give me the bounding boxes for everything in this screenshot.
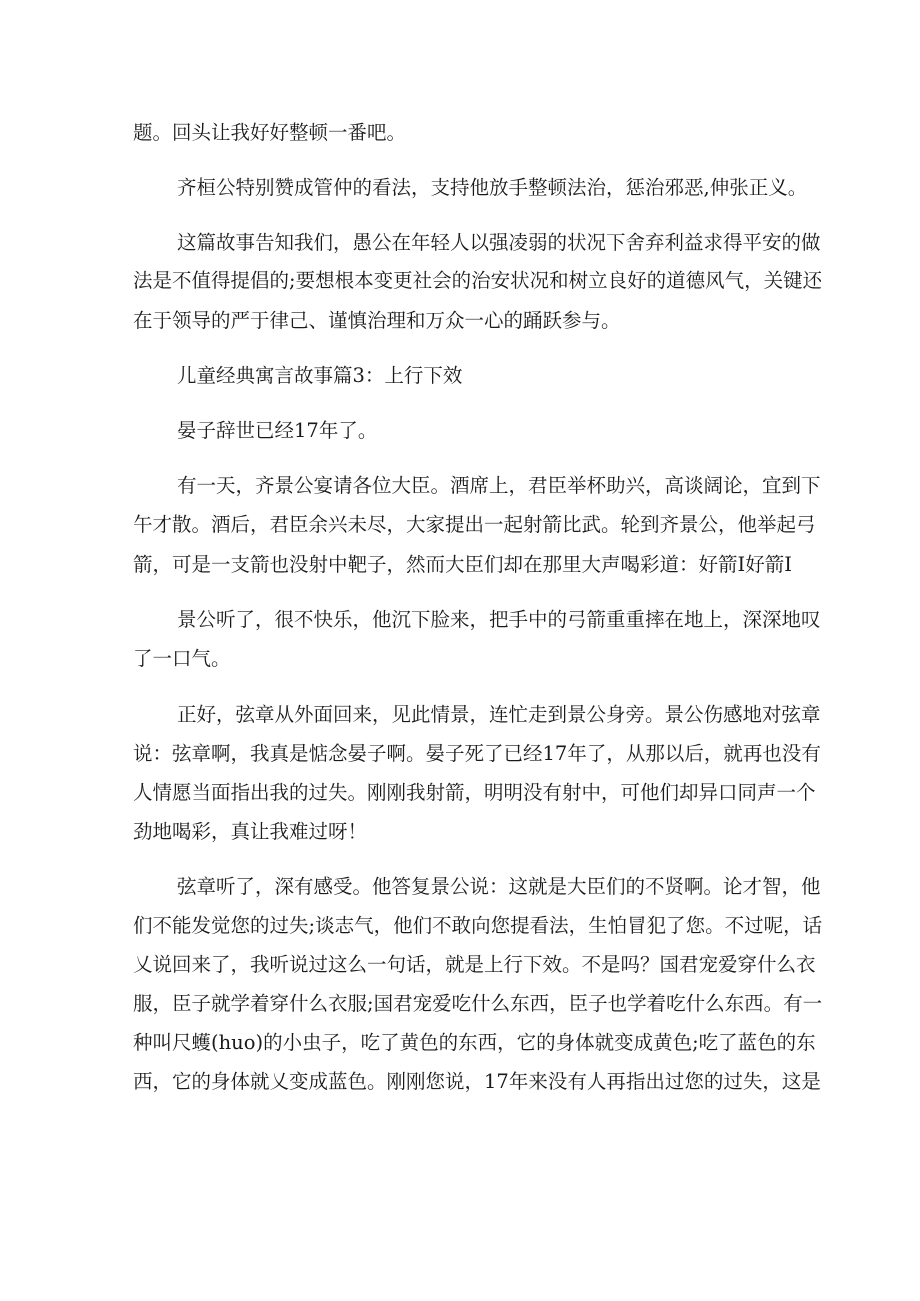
paragraph-first-line: 这篇故事告知我们，愚公在年轻人以强凌弱的状况下舍弃利益求得平安的做 [177, 231, 821, 254]
paragraph-last-line: 箭，可是一支箭也没射中靶子，然而大臣们却在那里大声喝彩道：好箭I好箭I [133, 553, 792, 576]
paragraph-line: 人情愿当面指出我的过失。刚刚我射箭，明明没有射中，可他们却异口同声一个 [133, 781, 816, 804]
paragraph-last-line: 劲地喝彩，真让我难过呀！ [133, 820, 368, 843]
paragraph-line: 法是不值得提倡的;要想根本变更社会的治安状况和树立良好的道德风气，关键还 [133, 269, 823, 292]
paragraph-first-line: 弦章听了，深有感受。他答复景公说：这就是大臣们的不贤啊。论才智，他 [177, 875, 821, 898]
paragraph-first-line: 有一天，齐景公宴请各位大臣。酒席上，君臣举杯助兴，高谈阔论，宜到下 [177, 474, 821, 497]
paragraph-last-line: 在于领导的严于律己、谨慎治理和万众一心的踊跃参与。 [133, 309, 621, 332]
paragraph-first-line: 齐桓公特别赞成管仲的看法，支持他放手整顿法治，惩治邪恶,伸张正义。 [177, 176, 808, 199]
paragraph-line: 西，它的身体就乂变成蓝色。刚刚您说，17年来没有人再指出过您的过失，这是 [133, 1070, 821, 1093]
paragraph-continuation-line: 题。回头让我好好整顿一番吧。 [133, 121, 407, 144]
paragraph-line: 午才散。酒后，君臣余兴未尽，大家提出一起射箭比武。轮到齐景公，他举起弓 [133, 513, 816, 536]
paragraph-line: 服，臣子就学着穿什么衣服;国君宠爱吃什么东西，臣子也学着吃什么东西。有一 [133, 992, 823, 1015]
paragraph-line: 乂说回来了，我听说过这么一句话，就是上行下效。不是吗？国君宠爱穿什么衣 [133, 953, 816, 976]
paragraph-last-line: 了一口气。 [133, 647, 231, 670]
paragraph-line: 们不能发觉您的过失;谈志气，他们不敢向您提看法，生怕冒犯了您。不过呢，话 [133, 914, 823, 937]
section-heading: 儿童经典寓言故事篇3：上行下效 [177, 364, 463, 387]
paragraph-line: 种叫尺蠖(huo)的小虫子，吃了黄色的东西，它的身体就变成黄色;吃了蓝色的东 [133, 1031, 816, 1054]
paragraph-first-line: 正好，弦章从外面回来，见此情景，连忙走到景公身旁。景公伤感地对弦章 [177, 703, 821, 726]
paragraph-first-line: 景公听了，很不快乐，他沉下脸来，把手中的弓箭重重摔在地上，深深地叹 [177, 608, 821, 631]
paragraph-line: 说：弦章啊，我真是惦念晏子啊。晏子死了已经17年了，从那以后，就再也没有 [133, 742, 821, 765]
paragraph-first-line: 晏子辞世已经17年了。 [177, 419, 378, 442]
